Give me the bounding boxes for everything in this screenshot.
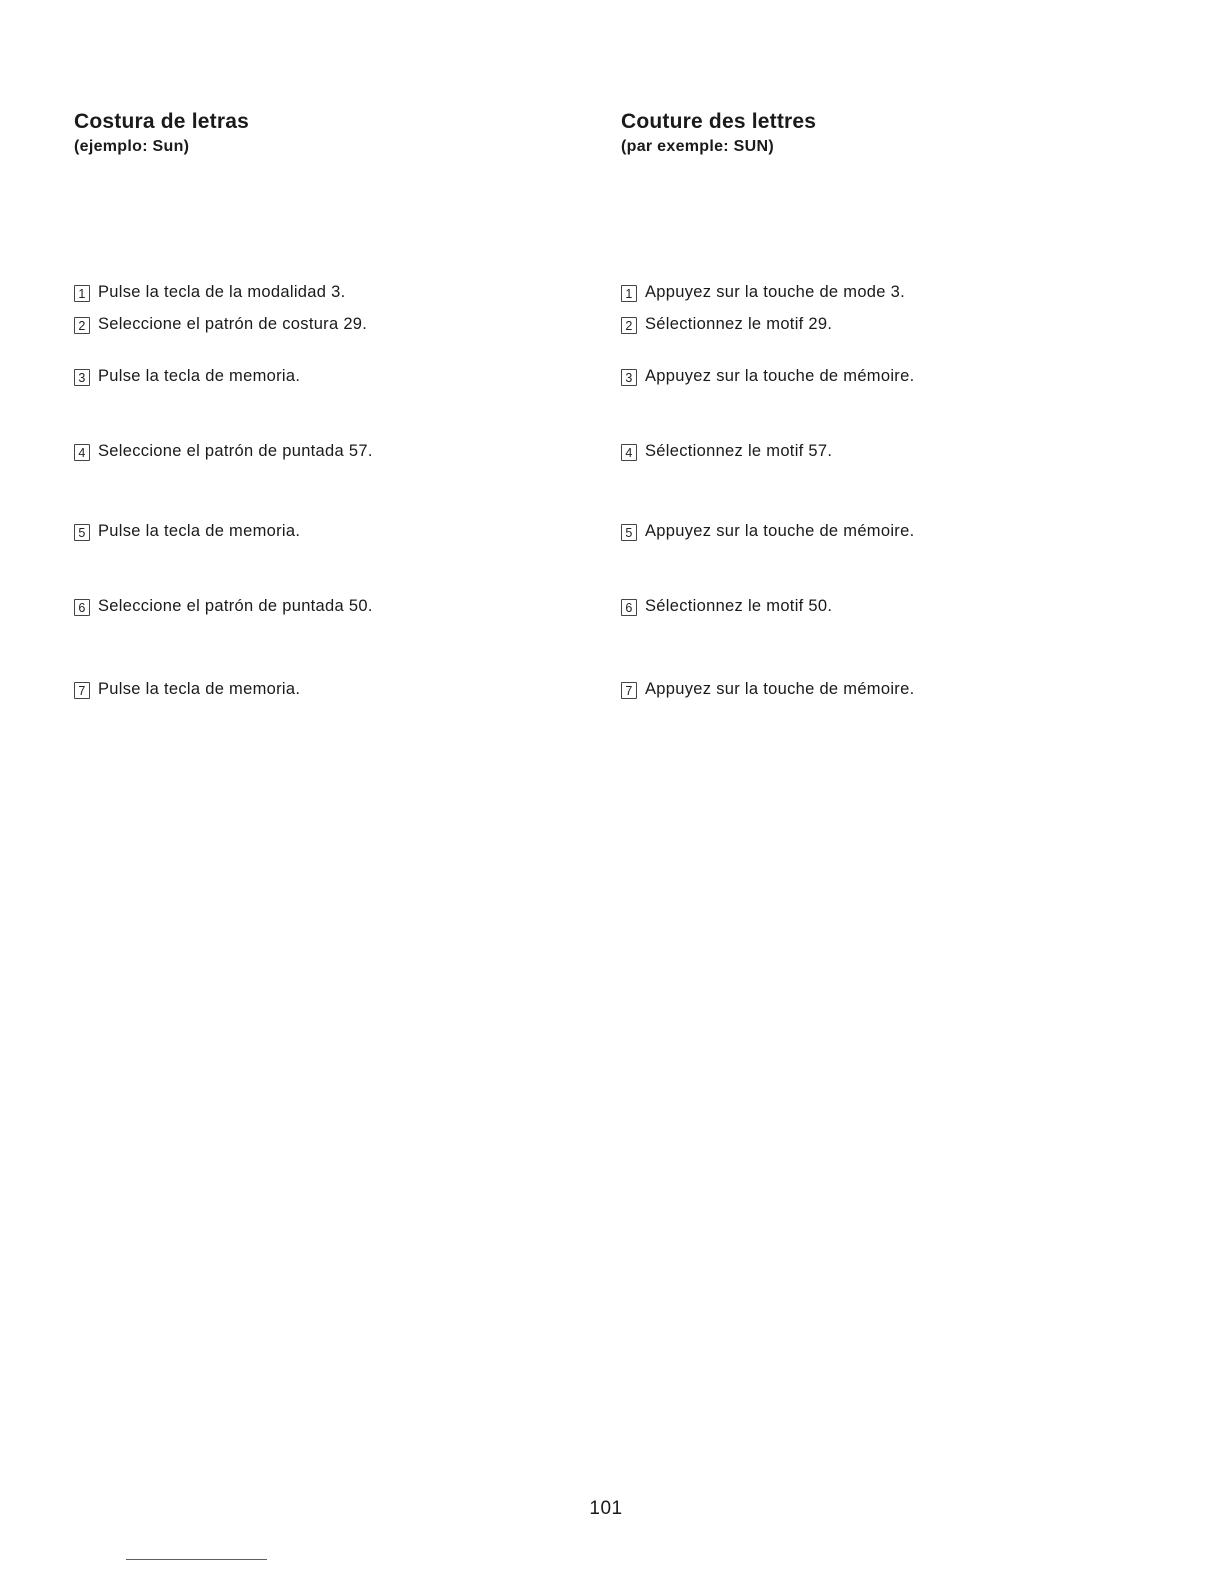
french-step-6: [621, 597, 832, 616]
step-number-badge: 5: [74, 524, 90, 541]
step-text: Pulse la tecla de memoria.: [98, 680, 301, 698]
french-subtitle: (par exemple: SUN): [621, 138, 774, 155]
step-number-badge: 2: [74, 317, 90, 334]
step-text: Pulse la tecla de memoria.: [98, 367, 301, 385]
step-text: Appuyez sur la touche de mémoire.: [645, 680, 915, 698]
spanish-step-5: [74, 522, 300, 541]
step-text: Pulse la tecla de la modalidad 3.: [98, 283, 346, 301]
step-number-badge: 6: [621, 599, 637, 616]
step-number-badge: 2: [621, 317, 637, 334]
french-column: [621, 108, 1141, 698]
step-text: Seleccione el patrón de puntada 50.: [98, 597, 373, 615]
step-text: Seleccione el patrón de puntada 57.: [98, 442, 373, 460]
step-text: Seleccione el patrón de costura 29.: [98, 315, 368, 333]
step-text: Appuyez sur la touche de mémoire.: [645, 367, 915, 385]
step-text: Appuyez sur la touche de mode 3.: [645, 283, 906, 301]
step-number-badge: 7: [74, 682, 90, 699]
french-step-1: [621, 283, 905, 302]
spanish-step-3: [74, 367, 300, 386]
step-number-badge: 6: [74, 599, 90, 616]
step-number-badge: 3: [621, 369, 637, 386]
step-number-badge: 5: [621, 524, 637, 541]
french-step-2: [621, 315, 832, 334]
spanish-step-1: [74, 283, 345, 302]
french-step-4: [621, 442, 832, 461]
page-number: 101: [589, 1498, 623, 1519]
step-number-badge: 4: [621, 444, 637, 461]
step-text: Sélectionnez le motif 50.: [645, 597, 833, 615]
step-text: Appuyez sur la touche de mémoire.: [645, 522, 915, 540]
step-text: Pulse la tecla de memoria.: [98, 522, 301, 540]
french-title: Couture des lettres: [621, 110, 817, 133]
step-number-badge: 1: [74, 285, 90, 302]
spanish-subtitle: (ejemplo: Sun): [74, 138, 190, 155]
spanish-step-4: [74, 442, 373, 461]
spanish-title: Costura de letras: [74, 110, 249, 133]
step-number-badge: 3: [74, 369, 90, 386]
step-text: Sélectionnez le motif 29.: [645, 315, 833, 333]
footer-rule: [126, 1559, 267, 1560]
step-text: Sélectionnez le motif 57.: [645, 442, 833, 460]
step-number-badge: 4: [74, 444, 90, 461]
french-step-3: [621, 367, 914, 386]
spanish-column: [74, 108, 594, 698]
spanish-step-7: [74, 680, 300, 699]
spanish-step-6: [74, 597, 373, 616]
step-number-badge: 7: [621, 682, 637, 699]
french-step-7: [621, 680, 914, 699]
step-number-badge: 1: [621, 285, 637, 302]
spanish-step-2: [74, 315, 367, 334]
french-step-5: [621, 522, 914, 541]
